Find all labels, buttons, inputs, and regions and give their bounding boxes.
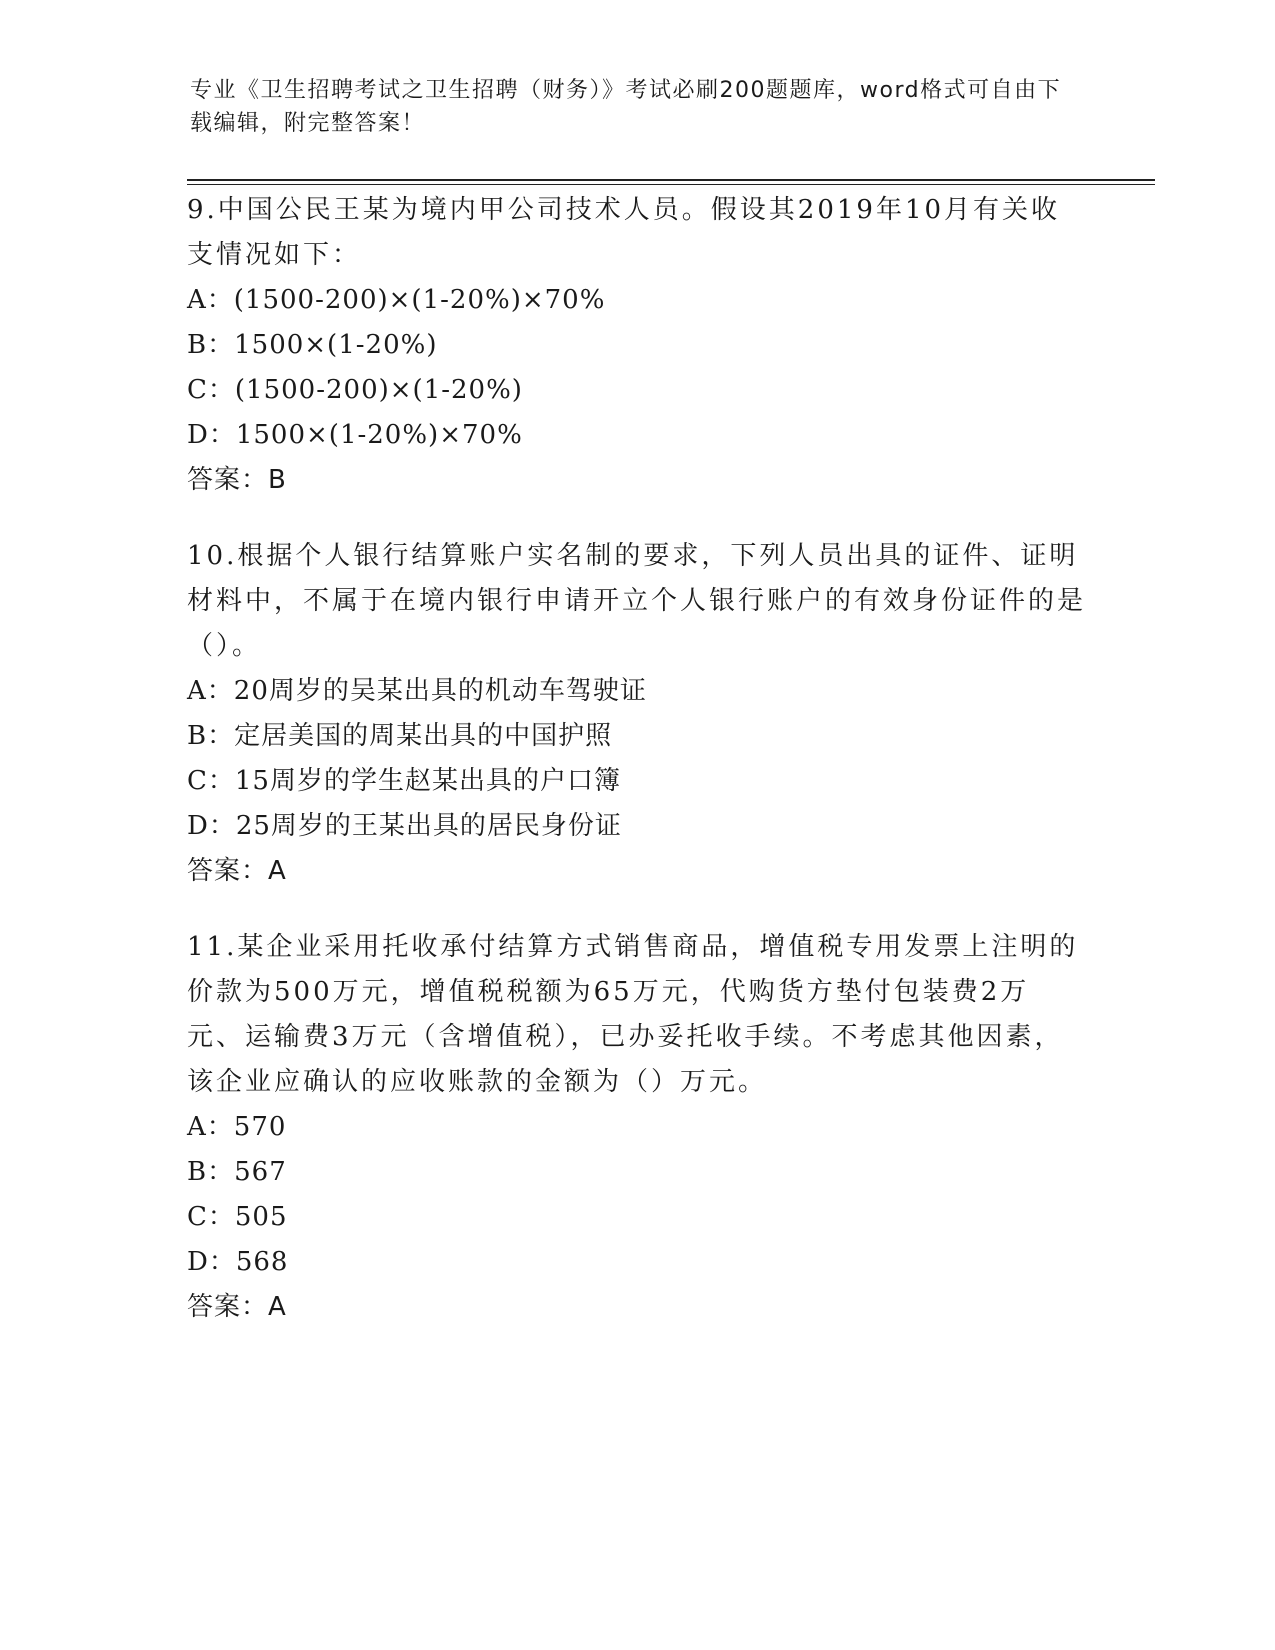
option-a: A：570 [187, 1112, 287, 1142]
option-d: D：568 [187, 1247, 289, 1277]
question-list [187, 188, 1087, 1361]
option-c: C：505 [187, 1202, 288, 1232]
option-c: C：15周岁的学生赵某出具的户口簿 [187, 766, 621, 796]
option-a: A：20周岁的吴某出具的机动车驾驶证 [187, 676, 647, 706]
question-text: 9.中国公民王某为境内甲公司技术人员。假设其2019年10月有关收支情况如下： [187, 195, 1061, 270]
question-text: 11.某企业采用托收承付结算方式销售商品，增值税专用发票上注明的价款为500万元，增值税税额为65万元，代购货方垫付包装费2万元、运输费3万元（含增值税），已办妥托收手续。不考虑其他因素，该企业应确认的应收账款的金额为（）万元。 [187, 932, 1079, 1097]
answer: 答案：B [187, 465, 287, 495]
option-b: B：定居美国的周某出具的中国护照 [187, 721, 613, 751]
option-c: C：(1500-200)×(1-20%) [187, 375, 523, 405]
document-header: 专业《卫生招聘考试之卫生招聘（财务）》考试必刷200题题库，word格式可自由下载编辑，附完整答案！ [190, 78, 1062, 136]
answer: 答案：A [187, 856, 287, 886]
question-10 [187, 534, 1087, 893]
question-9 [187, 188, 1087, 502]
answer: 答案：A [187, 1292, 287, 1322]
option-a: A：(1500-200)×(1-20%)×70% [187, 285, 606, 315]
option-b: B：1500×(1-20%) [187, 330, 438, 360]
header-divider-thin [187, 184, 1155, 185]
question-11 [187, 925, 1087, 1329]
header-divider-thick [187, 179, 1155, 181]
option-d: D：25周岁的王某出具的居民身份证 [187, 811, 622, 841]
question-text: 10.根据个人银行结算账户实名制的要求，下列人员出具的证件、证明材料中，不属于在境内银行申请开立个人银行账户的有效身份证件的是（）。 [187, 541, 1087, 661]
option-d: D：1500×(1-20%)×70% [187, 420, 523, 450]
option-b: B：567 [187, 1157, 287, 1187]
